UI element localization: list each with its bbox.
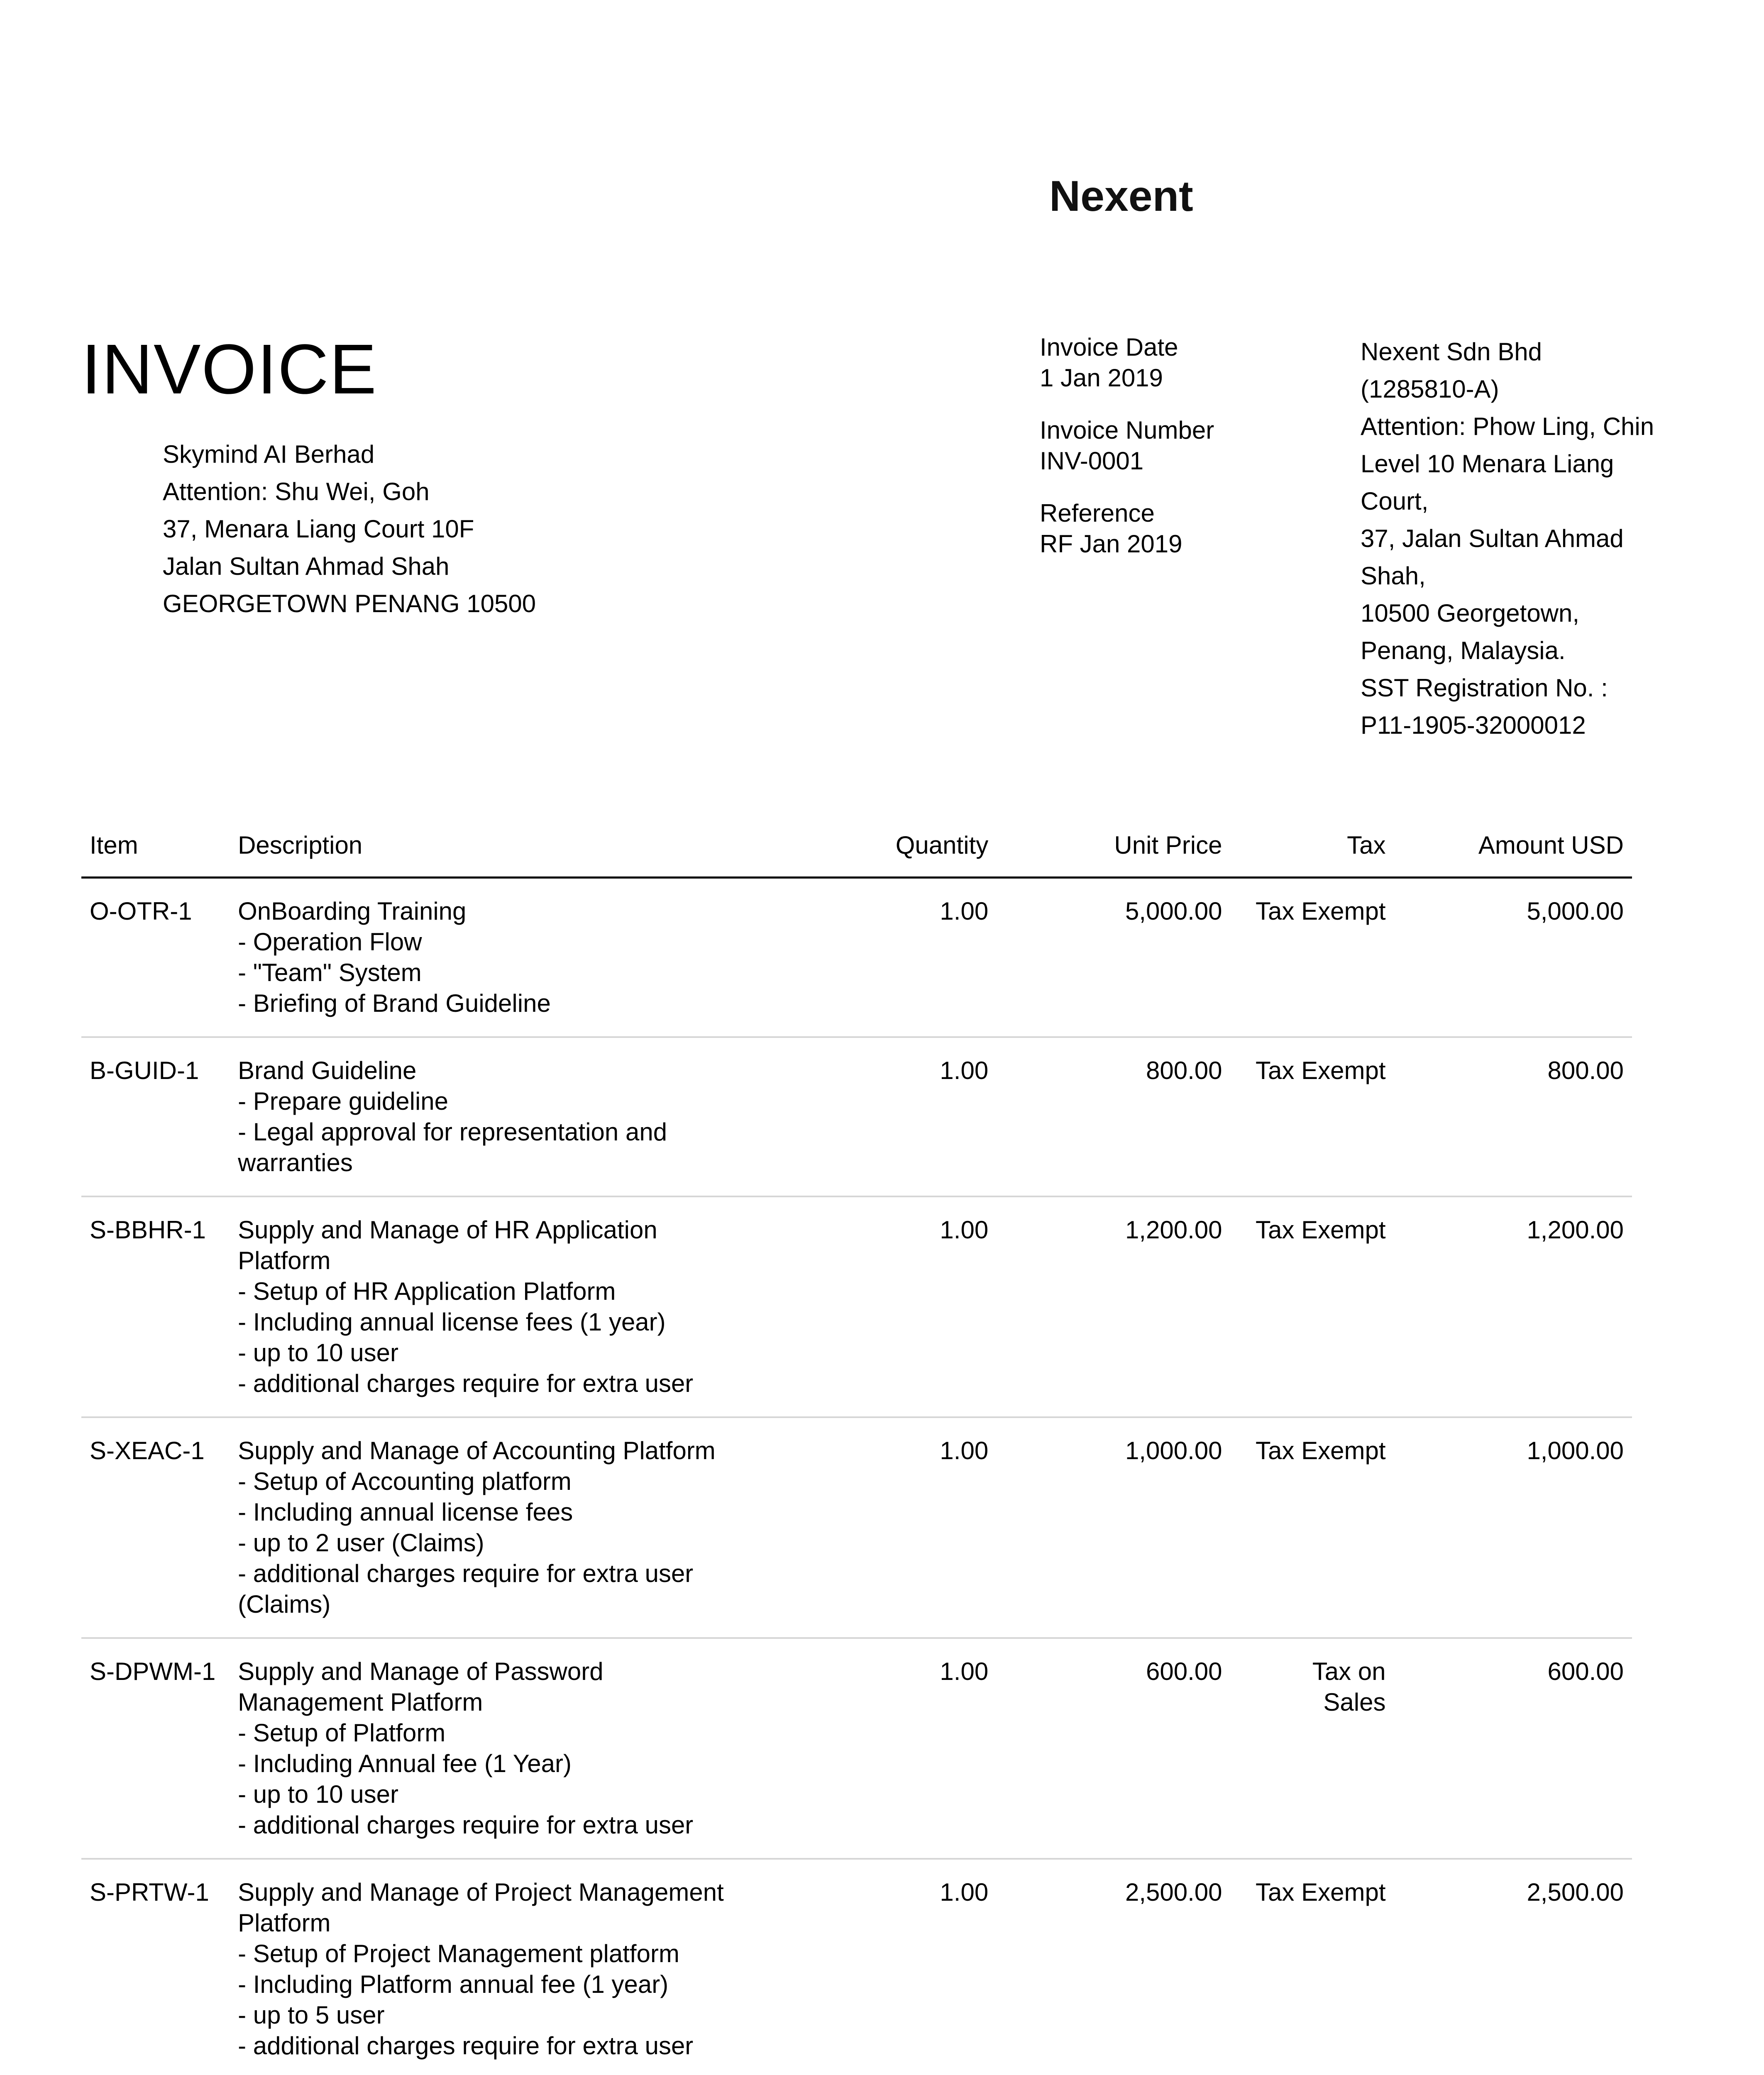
row-description <box>230 1638 787 1859</box>
description-line: Brand Guideline <box>238 1057 417 1084</box>
row-item-code: S-XEAC-1 <box>81 1417 230 1638</box>
row-quantity: 1.00 <box>787 1037 997 1196</box>
from-line: 10500 Georgetown, <box>1361 599 1580 627</box>
table-row <box>81 1417 1632 1638</box>
row-quantity: 1.00 <box>787 1638 997 1859</box>
row-quantity: 1.00 <box>787 1196 997 1417</box>
row-unit-price: 800.00 <box>997 1037 1230 1196</box>
tax-line: Tax Exempt <box>1256 897 1386 925</box>
description-line: - Setup of Project Management platform <box>238 1940 679 1968</box>
description-line: - Prepare guideline <box>238 1087 449 1115</box>
description-line: Platform <box>238 1247 331 1274</box>
row-amount: 5,000.00 <box>1394 878 1632 1038</box>
invoice-date-value: 1 Jan 2019 <box>1040 364 1163 392</box>
row-amount: 1,200.00 <box>1394 1196 1632 1417</box>
from-line: 37, Jalan Sultan Ahmad <box>1361 525 1624 552</box>
bill-to-line: Jalan Sultan Ahmad Shah <box>163 552 450 580</box>
description-line: - up to 2 user (Claims) <box>238 1529 484 1557</box>
description-line: - Operation Flow <box>238 928 422 956</box>
description-line: OnBoarding Training <box>238 897 467 925</box>
row-tax <box>1231 878 1394 1038</box>
bill-to-line: GEORGETOWN PENANG 10500 <box>163 590 536 618</box>
row-amount: 600.00 <box>1394 1638 1632 1859</box>
description-line: - Including annual license fees (1 year) <box>238 1308 666 1336</box>
from-line: Level 10 Menara Liang <box>1361 450 1614 478</box>
row-description <box>230 1859 787 2075</box>
row-unit-price: 600.00 <box>997 1638 1230 1859</box>
description-line: - up to 5 user <box>238 2001 385 2029</box>
from-line: (1285810-A) <box>1361 375 1499 403</box>
table-row <box>81 1859 1632 2075</box>
description-line: - Legal approval for representation and <box>238 1118 667 1146</box>
description-line: - Including Platform annual fee (1 year) <box>238 1970 669 1998</box>
description-line: - Including annual license fees <box>238 1498 573 1526</box>
row-item-code: B-GUID-1 <box>81 1037 230 1196</box>
row-item-code: O-OTR-1 <box>81 878 230 1038</box>
table-row <box>81 1638 1632 1859</box>
row-amount: 2,500.00 <box>1394 1859 1632 2075</box>
description-line: - additional charges require for extra user <box>238 1370 694 1397</box>
row-amount: 800.00 <box>1394 1037 1632 1196</box>
description-line: (Claims) <box>238 1590 331 1618</box>
row-unit-price: 1,200.00 <box>997 1196 1230 1417</box>
header-quantity: Quantity <box>787 830 997 878</box>
description-line: - Setup of Accounting platform <box>238 1467 572 1495</box>
description-line: - up to 10 user <box>238 1780 398 1808</box>
from-line: Shah, <box>1361 562 1426 590</box>
row-unit-price: 5,000.00 <box>997 878 1230 1038</box>
invoice-number-group <box>1040 415 1330 476</box>
from-line: P11-1905-32000012 <box>1361 711 1586 739</box>
tax-line: Tax Exempt <box>1256 1216 1386 1244</box>
from-line: Court, <box>1361 487 1429 515</box>
row-quantity: 1.00 <box>787 1417 997 1638</box>
tax-line: Tax Exempt <box>1256 1437 1386 1465</box>
header-tax: Tax <box>1231 830 1394 878</box>
bill-to-line: 37, Menara Liang Court 10F <box>163 515 474 543</box>
tax-line: Tax Exempt <box>1256 1057 1386 1084</box>
row-description <box>230 1196 787 1417</box>
invoice-date-group <box>1040 332 1330 393</box>
description-line: warranties <box>238 1149 353 1177</box>
description-line: - additional charges require for extra user <box>238 2032 694 2060</box>
table-row <box>81 1037 1632 1196</box>
description-line: Supply and Manage of HR Application <box>238 1216 657 1244</box>
table-header-row <box>81 830 1632 878</box>
row-tax <box>1231 1037 1394 1196</box>
tax-line: Sales <box>1323 1688 1386 1716</box>
row-unit-price: 2,500.00 <box>997 1859 1230 2075</box>
description-line: - "Team" System <box>238 959 422 986</box>
bill-to-line: Skymind AI Berhad <box>163 440 375 468</box>
row-quantity: 1.00 <box>787 878 997 1038</box>
row-item-code: S-PRTW-1 <box>81 1859 230 2075</box>
invoice-date-label: Invoice Date <box>1040 333 1178 361</box>
invoice-meta <box>1040 332 1330 581</box>
from-address <box>1361 333 1676 744</box>
row-description <box>230 878 787 1038</box>
bill-to-address <box>163 436 536 622</box>
row-item-code: S-DPWM-1 <box>81 1638 230 1859</box>
row-tax <box>1231 1196 1394 1417</box>
row-tax <box>1231 1417 1394 1638</box>
row-description <box>230 1417 787 1638</box>
row-tax <box>1231 1859 1394 2075</box>
from-line: Penang, Malaysia. <box>1361 637 1566 664</box>
header-description: Description <box>230 830 787 878</box>
description-line: Supply and Manage of Password <box>238 1658 603 1685</box>
tax-line: Tax on <box>1312 1658 1386 1685</box>
page-title: INVOICE <box>81 330 378 409</box>
table-row <box>81 1196 1632 1417</box>
description-line: - Setup of Platform <box>238 1719 446 1747</box>
line-items-table <box>81 830 1632 2075</box>
row-item-code: S-BBHR-1 <box>81 1196 230 1417</box>
bill-to-line: Attention: Shu Wei, Goh <box>163 478 430 505</box>
header-amount: Amount USD <box>1394 830 1632 878</box>
description-line: - additional charges require for extra user <box>238 1811 694 1839</box>
row-unit-price: 1,000.00 <box>997 1417 1230 1638</box>
description-line: Supply and Manage of Project Management <box>238 1878 724 1906</box>
nexent-logo <box>1049 169 1257 227</box>
invoice-number-label: Invoice Number <box>1040 416 1214 444</box>
row-amount: 1,000.00 <box>1394 1417 1632 1638</box>
reference-value: RF Jan 2019 <box>1040 530 1183 558</box>
description-line: - Briefing of Brand Guideline <box>238 989 551 1017</box>
invoice-number-value: INV-0001 <box>1040 447 1144 475</box>
row-quantity: 1.00 <box>787 1859 997 2075</box>
reference-group <box>1040 498 1330 559</box>
description-line: - additional charges require for extra user <box>238 1560 694 1587</box>
description-line: - Including Annual fee (1 Year) <box>238 1750 572 1777</box>
description-line: Management Platform <box>238 1688 483 1716</box>
table-row <box>81 878 1632 1038</box>
tax-line: Tax Exempt <box>1256 1878 1386 1906</box>
from-line: SST Registration No. : <box>1361 674 1608 702</box>
reference-label: Reference <box>1040 499 1155 527</box>
description-line: Platform <box>238 1909 331 1937</box>
header-item: Item <box>81 830 230 878</box>
description-line: - up to 10 user <box>238 1339 398 1367</box>
row-description <box>230 1037 787 1196</box>
from-line: Nexent Sdn Bhd <box>1361 338 1542 366</box>
from-line: Attention: Phow Ling, Chin <box>1361 413 1654 440</box>
description-line: - Setup of HR Application Platform <box>238 1277 616 1305</box>
row-tax <box>1231 1638 1394 1859</box>
description-line: Supply and Manage of Accounting Platform <box>238 1437 716 1465</box>
logo-wordmark: Nexent <box>1049 172 1193 220</box>
header-unit-price: Unit Price <box>997 830 1230 878</box>
